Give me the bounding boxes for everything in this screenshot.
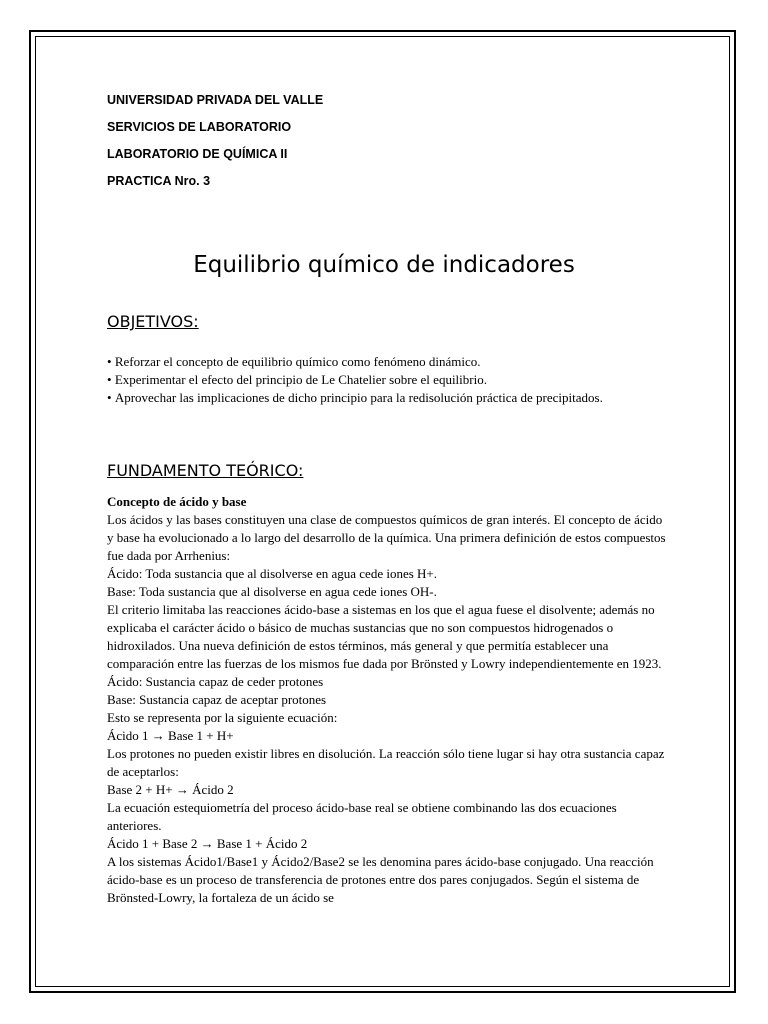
theory-paragraph: Ácido: Sustancia capaz de ceder protones: [107, 674, 324, 689]
theory-paragraph: La ecuación estequiometría del proceso ácido-base real se obtiene combinando las dos ecuaciones anteriores.: [107, 800, 617, 833]
objective-item: • Reforzar el concepto de equilibrio químico como fenómeno dinámico.: [107, 353, 667, 371]
theory-paragraph: Base: Toda sustancia que al disolverse en agua cede iones OH-.: [107, 584, 437, 599]
practice-number: PRACTICA Nro. 3: [107, 174, 211, 188]
objective-item: • Aprovechar las implicaciones de dicho principio para la redisolución práctica de precipitados.: [107, 389, 667, 407]
theory-paragraph: Base: Sustancia capaz de aceptar protones: [107, 692, 327, 707]
theory-paragraph: El criterio limitaba las reacciones ácido-base a sistemas en los que el agua fuese el disolvente; además no explicaba el carácter ácido o básico de muchas sustancias que no son compuestos hidrogenados o hidroxilados. Una nueva definición de estos términos, más general y que permitía establecer una comparación entre las fuerzas de los mismos fue dada por Brönsted y Lowry independientemente en 1923.: [107, 602, 662, 671]
theory-paragraph: A los sistemas Ácido1/Base1 y Ácido2/Base2 se les denomina pares ácido-base conjugado. Una reacción ácido-base es un proceso de transferencia de protones entre dos pares conjugados. Según el sistema de Brönsted-Lowry, la fortaleza de un ácido se: [107, 854, 654, 905]
theory-paragraph: Los ácidos y las bases constituyen una clase de compuestos químicos de gran interés. El concepto de ácido y base ha evolucionado a lo largo del desarrollo de la química. Una primera definición de estos compuestos fue dada por Arrhenius:: [107, 512, 666, 563]
university-name: UNIVERSIDAD PRIVADA DEL VALLE: [107, 93, 324, 107]
theory-heading: FUNDAMENTO TEÓRICO:: [107, 461, 304, 480]
theory-paragraph: Esto se representa por la siguiente ecuación:: [107, 710, 338, 725]
objectives-list-block: [107, 353, 667, 407]
lab-name: LABORATORIO DE QUÍMICA II: [107, 147, 288, 161]
objective-item: • Experimentar el efecto del principio de Le Chatelier sobre el equilibrio.: [107, 371, 667, 389]
theory-paragraph: Ácido: Toda sustancia que al disolverse en agua cede iones H+.: [107, 566, 437, 581]
objectives-heading: OBJETIVOS:: [107, 312, 199, 331]
equation-line: Ácido 1 → Base 1 + H+: [107, 728, 234, 743]
equation-line: Ácido 1 + Base 2 → Base 1 + Ácido 2: [107, 836, 308, 851]
theory-paragraph: Los protones no pueden existir libres en disolución. La reacción sólo tiene lugar si hay otra sustancia capaz de aceptarlos:: [107, 746, 665, 779]
equation-line: Base 2 + H+ → Ácido 2: [107, 782, 234, 797]
department-name: SERVICIOS DE LABORATORIO: [107, 120, 292, 134]
objectives-list: [107, 353, 667, 407]
document-title: Equilibrio químico de indicadores: [193, 252, 575, 278]
theory-body: [107, 493, 667, 907]
theory-subheading: Concepto de ácido y base: [107, 494, 247, 509]
